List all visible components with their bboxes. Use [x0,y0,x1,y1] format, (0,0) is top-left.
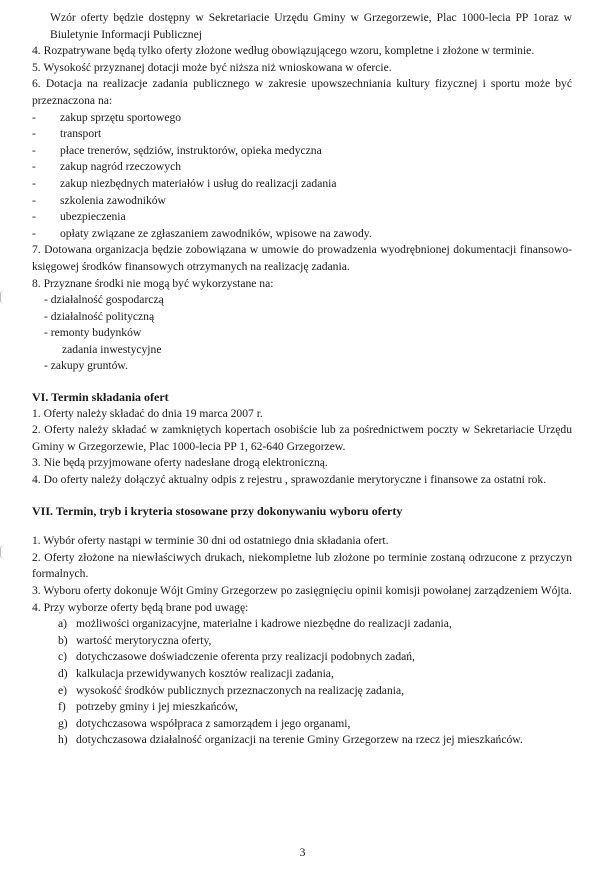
criteria-item: a) możliwości organizacyjne, materialne i kadrowe niezbędne do realizacji zadania, [58,617,452,631]
paragraph-vii-4: 4. Przy wyborze oferty będą brane pod uwagę: [32,600,249,614]
page-number: 3 [299,845,306,859]
list-item: - zakup nagród rzeczowych [32,160,182,174]
criteria-item: g) dotychczasowa współpraca z samorządem i jego organami, [58,716,351,730]
section-heading-vii: VII. Termin, tryb i kryteria stosowane przy dokonywaniu wyboru oferty [32,503,403,518]
paragraph-vii-2: 2. Oferty złożone na niewłaściwych drukach, niekompletne lub złożone po terminie zostaną odrzucone z przyczyn formalnych. [32,550,572,581]
scan-margin-mark [0,290,7,304]
list-item: - zakup sprzętu sportowego [32,110,182,124]
item-6-list [32,110,572,243]
scan-margin-mark [0,545,7,559]
paragraph-form-availability: Wzór oferty będzie dostępny w Sekretariacie Urzędu Gminy w Grzegorzewie, Plac 1000-lecia PP 1oraz w Biuletynie Informacji Publicznej [50,11,572,41]
list-item: - zakupy gruntów. [44,359,128,373]
document-body [32,10,572,749]
list-item: - opłaty związane ze zgłaszaniem zawodników, wpisowe na zawody. [32,226,372,240]
paragraph-item-8: 8. Przyznane środki nie mogą być wykorzystane na: [32,276,274,290]
paragraph-item-4: 4. Rozpatrywane będą tylko oferty złożone według obowiązującego wzoru, kompletne i złożone w terminie. [32,44,535,58]
paragraph-vi-4: 4. Do oferty należy dołączyć aktualny odpis z rejestru , sprawozdanie merytoryczne i finansowe za ostatni rok. [32,473,547,487]
list-item: - płace trenerów, sędziów, instruktorów, opieka medyczna [32,143,322,157]
list-item: - zakup niezbędnych materiałów i usług do realizacji zadania [32,176,337,190]
paragraph-item-6: 6. Dotacja na realizacje zadania publicznego w zakresie upowszechniania kultury fizycznej i sportu może być przeznaczona na: [32,77,572,107]
paragraph-vi-1: 1. Oferty należy składać do dnia 19 marca 2007 r. [32,406,263,420]
list-item: - działalność gospodarczą [44,293,164,307]
criteria-item: e) wysokość środków publicznych przeznaczonych na realizację zadania, [58,683,405,697]
criteria-list [32,616,572,749]
criteria-item: h) dotychczasowa działalność organizacji na terenie Gminy Grzegorzew na rzecz jej mieszkańców. [58,733,523,747]
paragraph-vi-3: 3. Nie będą przyjmowane oferty nadesłane drogą elektroniczną. [32,456,328,470]
criteria-item: d) kalkulacja przewidywanych kosztów realizacji zadania, [58,666,334,680]
paragraph-item-5: 5. Wysokość przyznanej dotacji może być niższa niż wnioskowana w ofercie. [32,60,392,74]
list-item: - remonty budynków [44,326,142,340]
paragraph-vi-2: 2. Oferty należy składać w zamkniętych kopertach osobiście lub za pośrednictwem poczty w Sekretariacie Urzędu Gminy w Grzegorzewie, Plac 1000-lecia PP 1, 62-640 Grzegorzew. [32,423,572,453]
criteria-item: c) dotychczasowe doświadczenie oferenta przy realizacji podobnych zadań, [58,650,415,664]
paragraph-vii-3: 3. Wyboru oferty dokonuje Wójt Gminy Grzegorzew po zasięgnięciu opinii komisji powołanej zarządzeniem Wójta. [32,584,572,597]
criteria-item: f) potrzeby gminy i jej mieszkańców, [58,700,238,714]
list-item: - ubezpieczenia [32,210,126,224]
paragraph-item-7: 7. Dotowana organizacja będzie zobowiązana w umowie do prowadzenia wyodrębnionej dokumentacji finansowo-księgowej środków finansowych otrzymanych na realizację zadania. [32,243,572,273]
list-item: zadania inwestycyjne [62,342,162,356]
list-item: - szkolenia zawodników [32,193,166,207]
criteria-item: b) wartość merytoryczna oferty, [58,633,212,647]
list-item: - transport [32,127,102,141]
paragraph-vii-1: 1. Wybór oferty nastąpi w terminie 30 dni od ostatniego dnia składania ofert. [32,534,389,548]
section-heading-vi: VI. Termin składania ofert [32,390,169,405]
list-item: - działalność polityczną [44,309,155,323]
item-8-list [32,292,572,375]
